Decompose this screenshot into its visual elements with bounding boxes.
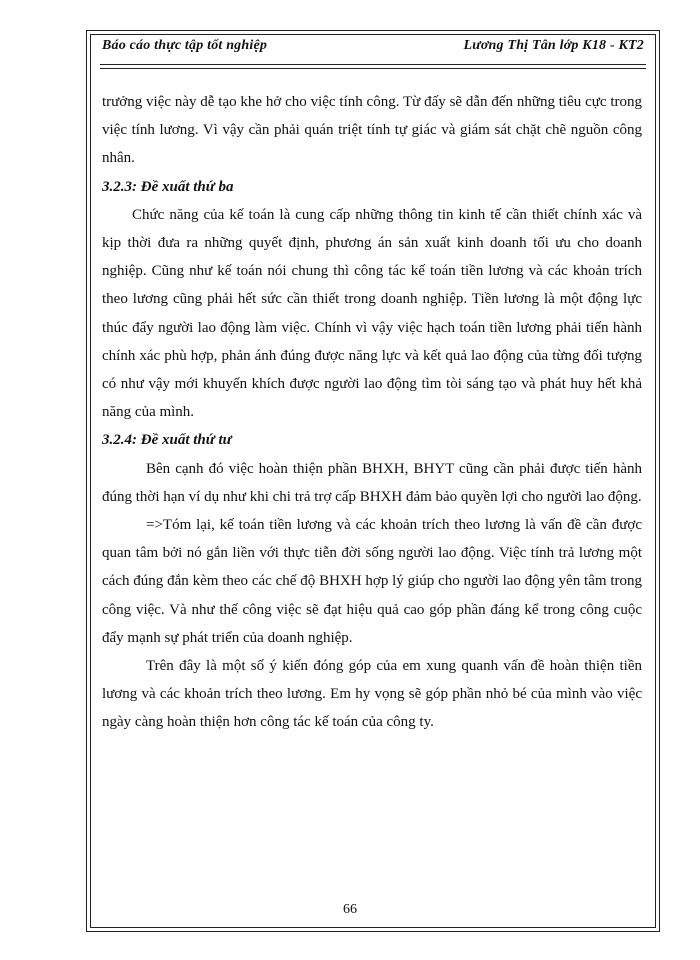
document-body: [102, 88, 642, 737]
header-divider: [100, 64, 646, 69]
section-heading-3-2-3: 3.2.3: Đề xuất thứ ba: [102, 178, 234, 195]
paragraph-summary: =>Tóm lại, kế toán tiền lương và các khoản trích theo lương là vấn đề cần được quan tâm bởi nó gắn liền với thực tiễn đời sống người lao động. Việc tính trả lương một cách đúng đắn kèm theo các chế độ BHXH hợp lý giúp cho người lao động yên tâm trong công việc. Và như thế công việc sẽ đạt hiệu quả cao góp phần đáng kể trong công cuộc đẩy mạnh sự phát triển của doanh nghiệp.: [102, 517, 642, 646]
paragraph-conclusion: Trên đây là một số ý kiến đóng góp của em xung quanh vấn đề hoàn thiện tiền lương và các khoản trích theo lương. Em hy vọng sẽ góp phần nhỏ bé của mình vào việc ngày càng hoàn thiện hơn công tác kế toán của công ty.: [102, 658, 642, 731]
section-heading-3-2-4: 3.2.4: Đề xuất thứ tư: [102, 432, 232, 449]
header-report-title: Báo cáo thực tập tốt nghiệp: [102, 38, 268, 53]
paragraph-insurance: Bên cạnh đó việc hoàn thiện phần BHXH, BHYT cũng cần phải được tiến hành đúng thời hạn ví dụ như khi chi trả trợ cấp BHXH đảm bảo quyền lợi cho người lao động.: [102, 460, 642, 505]
paragraph-accounting-function: Chức năng của kế toán là cung cấp những thông tin kinh tế cần thiết chính xác và kịp thời đưa ra những quyết định, phương án sản xuất kinh doanh tối ưu cho doanh nghiệp. Cũng như kế toán nói chung thì công tác kế toán tiền lương và các khoản trích theo lương cũng phải hết sức cần thiết trong doanh nghiệp. Tiền lương là một động lực thúc đẩy người lao động làm việc. Chính vì vậy việc hạch toán tiền lương phải tiến hành chính xác phù hợp, phản ánh đúng được năng lực và kết quả lao động của từng đối tượng có như vậy mới khuyến khích được người lao động tìm tòi sáng tạo và phát huy hết khả năng của mình.: [102, 206, 642, 421]
page-number: 66: [343, 902, 357, 917]
page-header: [102, 38, 644, 54]
header-author: Lương Thị Tân lớp K18 - KT2: [463, 38, 644, 53]
paragraph-intro: trưởng việc này dễ tạo khe hở cho việc tính công. Từ đấy sẽ dẫn đến những tiêu cực trong việc tính lương. Vì vậy cần phải quán triệt tính tự giác và giám sát chặt chẽ nguồn công nhân.: [102, 94, 642, 167]
